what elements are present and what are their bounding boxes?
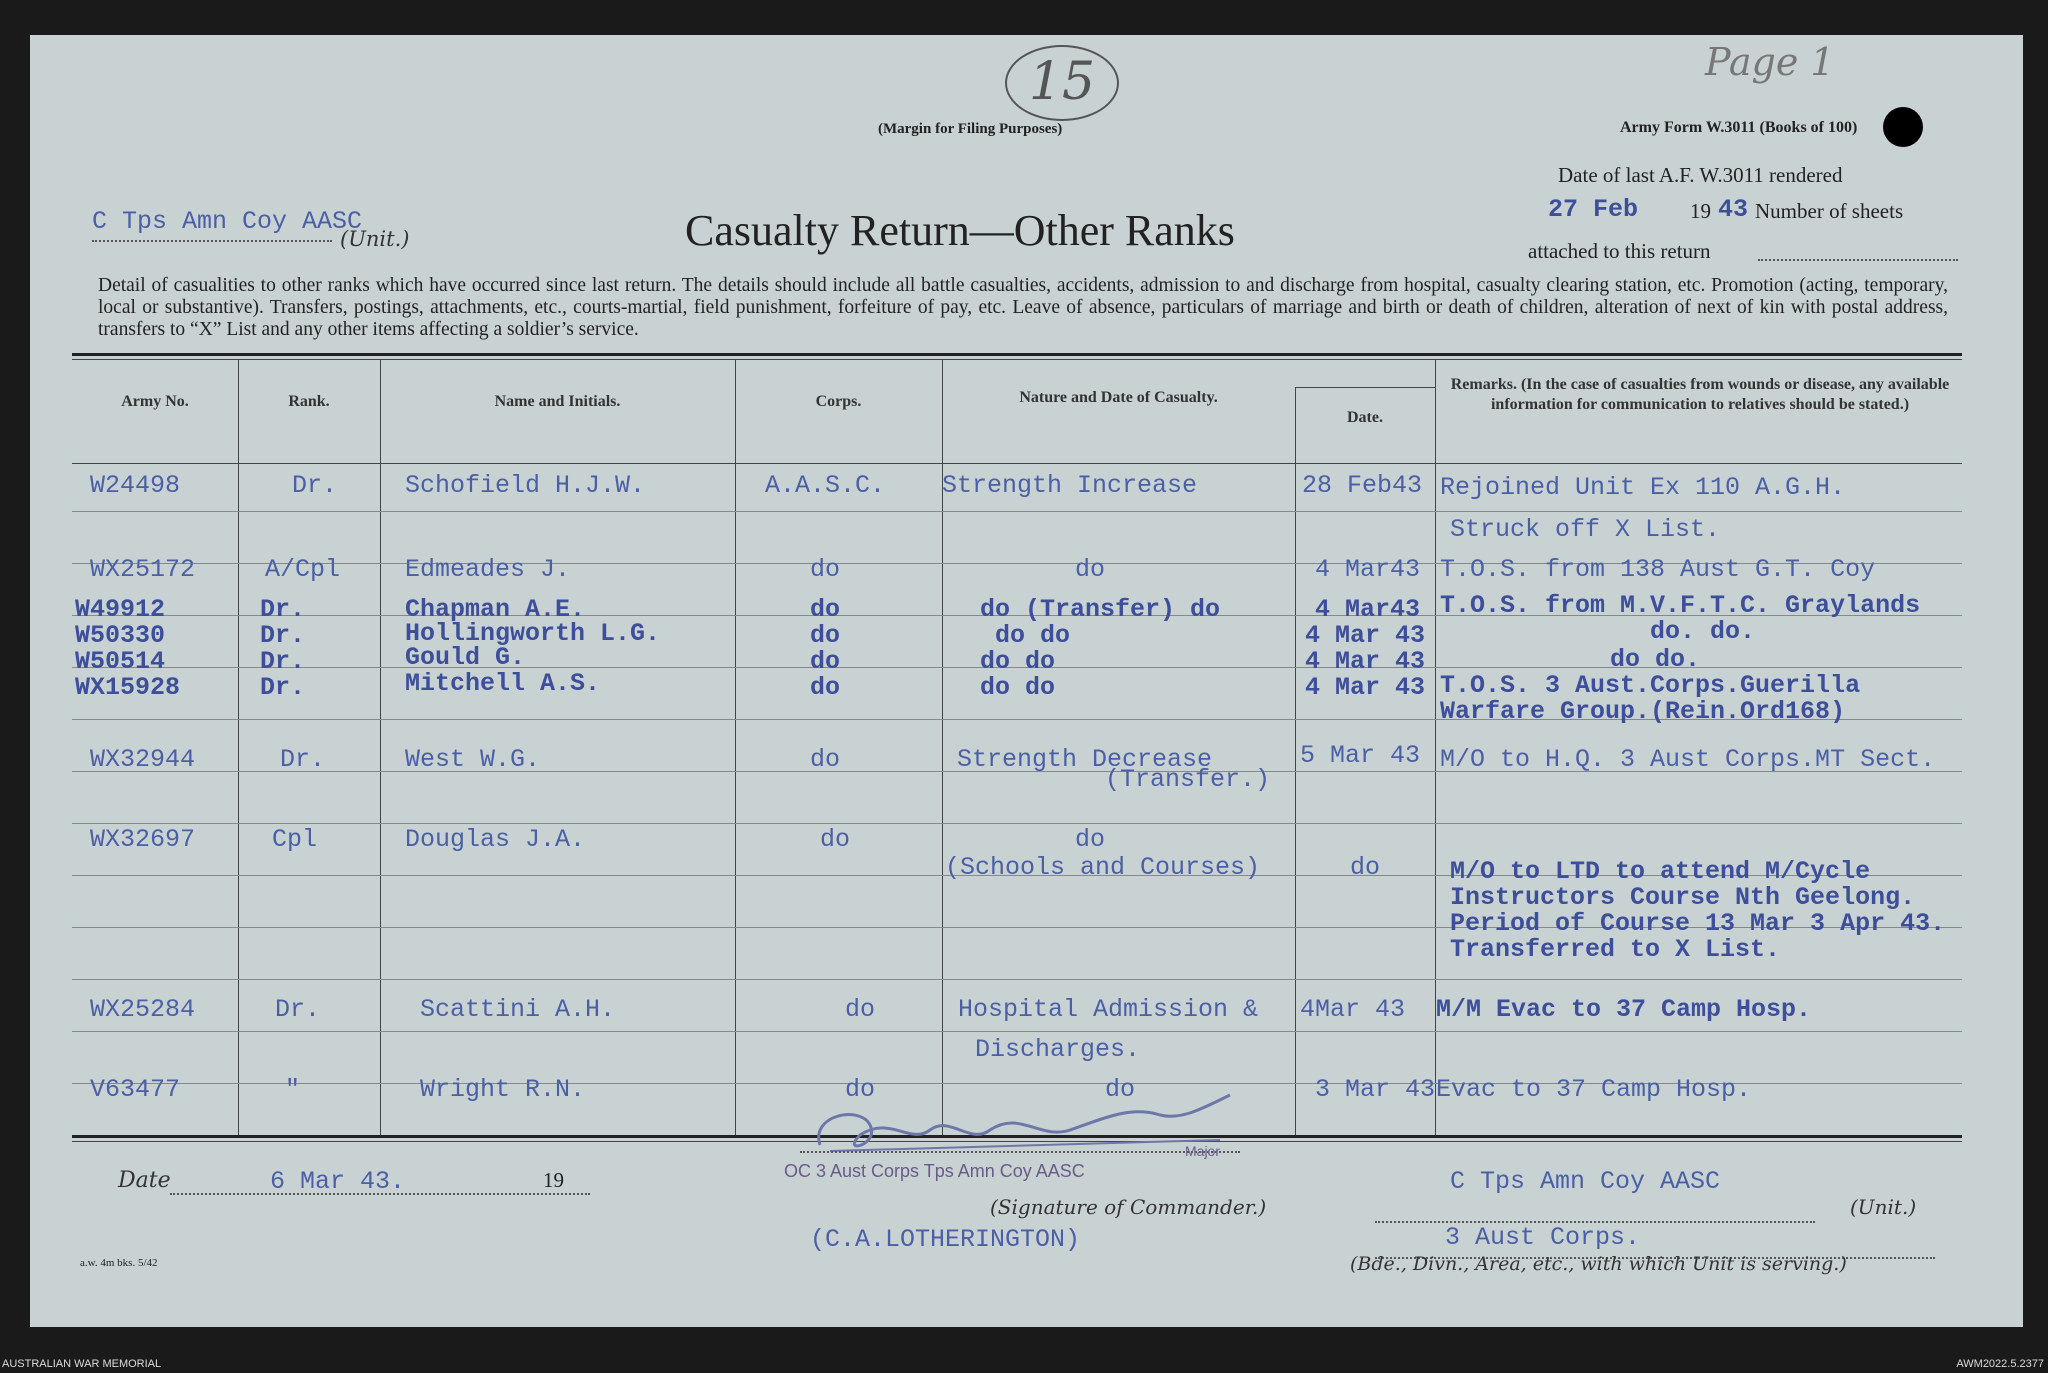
- entry-name: Schofield H.J.W.: [405, 471, 646, 500]
- header-corps: Corps.: [815, 393, 862, 410]
- entry-remarks: M/O to H.Q. 3 Aust Corps.MT Sect.: [1440, 745, 1936, 774]
- entry-nature: (Transfer.): [1105, 765, 1271, 794]
- footer-date-label: Date: [118, 1168, 171, 1193]
- form-id: Army Form W.3011 (Books of 100): [1620, 119, 1858, 136]
- entry-nature: do do: [995, 621, 1071, 650]
- entry-army-no: WX32944: [90, 745, 196, 774]
- entry-nature: (Schools and Courses): [945, 853, 1261, 882]
- entry-corps: do: [845, 1075, 876, 1104]
- header-bottom-rule: [72, 463, 1962, 464]
- entry-corps: do: [810, 745, 841, 774]
- intro-text: Detail of casualities to other ranks which have occurred since last return. The details should include all battle casualties, accidents, admission to and discharge from hospital, casualty clearing station, etc. Promotion (acting, temporary, local or substantive). Transfers, postings, attachments, etc., courts-martial, field punishment, forfeiture of pay, etc. Leave of absence, particulars of marriage and birth or death of children, alteration of next of kin with postal address, transfers to “X” List and any other items affecting a soldier’s service.: [98, 275, 1948, 340]
- entry-army-no: W50330: [75, 621, 166, 650]
- punch-hole: [1883, 107, 1923, 147]
- table-top-rule: [72, 353, 1962, 356]
- entry-army-no: W24498: [90, 471, 181, 500]
- entry-remarks: Evac to 37 Camp Hosp.: [1436, 1075, 1752, 1104]
- entry-date: 5 Mar 43: [1300, 741, 1421, 770]
- credit-left: AUSTRALIAN WAR MEMORIAL: [2, 1358, 162, 1370]
- entry-corps: do: [810, 673, 841, 702]
- col-divider-3: [735, 359, 736, 1135]
- page-title: Casualty Return—Other Ranks: [685, 206, 1235, 255]
- attached-label: attached to this return: [1528, 239, 1711, 263]
- entry-army-no: W50514: [75, 647, 166, 676]
- credit-right: AWM2022.5.2377: [1956, 1358, 2044, 1370]
- entry-remarks: Warfare Group.(Rein.Ord168): [1440, 697, 1846, 726]
- row-rule: [72, 979, 1962, 980]
- signature-dots: [800, 1151, 1240, 1153]
- entry-nature: Discharges.: [975, 1035, 1141, 1064]
- entry-army-no: WX32697: [90, 825, 196, 854]
- entry-rank: Dr.: [280, 745, 326, 774]
- entry-nature: do: [1105, 1075, 1136, 1104]
- page-note: Page 1: [1705, 40, 1835, 84]
- entry-date: 4 Mar43: [1315, 595, 1421, 624]
- entry-date: 4 Mar 43: [1305, 673, 1426, 702]
- printer-note: a.w. 4m bks. 5/42: [80, 1257, 158, 1269]
- row-rule: [72, 823, 1962, 824]
- entry-rank: Dr.: [292, 471, 338, 500]
- entry-rank: Dr.: [260, 595, 306, 624]
- formation-label: (Bde., Divn., Area, etc., with which Unit is serving.): [1350, 1253, 1847, 1275]
- date-subheader-rule: [1295, 387, 1435, 388]
- entry-rank: Dr.: [275, 995, 321, 1024]
- entry-rank: A/Cpl: [265, 555, 341, 584]
- entry-remarks: M/M Evac to 37 Camp Hosp.: [1436, 995, 1812, 1024]
- entry-army-no: V63477: [90, 1075, 181, 1104]
- row-rule: [72, 1031, 1962, 1032]
- entry-corps: do: [810, 647, 841, 676]
- entry-date: 4 Mar 43: [1305, 647, 1426, 676]
- entry-remarks: do do.: [1610, 645, 1701, 674]
- entry-army-no: WX25284: [90, 995, 196, 1024]
- col-divider-5: [1295, 387, 1296, 1135]
- form-sheet: [30, 35, 2023, 1327]
- commander-name: (C.A.LOTHERINGTON): [810, 1225, 1081, 1254]
- entry-remarks: T.O.S. 3 Aust.Corps.Guerilla: [1440, 671, 1861, 700]
- entry-remarks: do. do.: [1650, 617, 1756, 646]
- entry-rank: Dr.: [260, 621, 306, 650]
- entry-remarks: Period of Course 13 Mar 3 Apr 43.: [1450, 909, 1946, 938]
- entry-name: Wright R.N.: [420, 1075, 586, 1104]
- entry-date: 4 Mar43: [1315, 555, 1421, 584]
- entry-remarks: Rejoined Unit Ex 110 A.G.H.: [1440, 473, 1846, 502]
- entry-nature: do do: [980, 673, 1056, 702]
- entry-date: 3 Mar 43: [1315, 1075, 1436, 1104]
- commander-rank: Major: [1185, 1143, 1221, 1159]
- entry-name: Gould G.: [405, 643, 526, 672]
- table-top-rule-2: [72, 359, 1962, 360]
- entry-corps: do: [845, 995, 876, 1024]
- entry-name: Mitchell A.S.: [405, 669, 601, 698]
- entry-name: Douglas J.A.: [405, 825, 586, 854]
- last-return-date: 27 Feb: [1548, 195, 1639, 224]
- entry-army-no: W49912: [75, 595, 166, 624]
- last-return-year: 43: [1718, 195, 1749, 224]
- circled-page-number: 15: [1005, 45, 1119, 121]
- entry-remarks: Instructors Course Nth Geelong.: [1450, 883, 1916, 912]
- entry-name: Edmeades J.: [405, 555, 571, 584]
- footer-unit-label: (Unit.): [1850, 1195, 1917, 1219]
- unit-value: C Tps Amn Coy AASC: [92, 207, 363, 236]
- footer-date-value: 6 Mar 43.: [270, 1167, 406, 1196]
- entry-corps: do: [820, 825, 851, 854]
- entry-remarks: T.O.S. from M.V.F.T.C. Graylands: [1440, 591, 1921, 620]
- formation-value: 3 Aust Corps.: [1445, 1223, 1641, 1252]
- entry-nature: Strength Decrease: [957, 745, 1213, 774]
- entry-corps: do: [810, 621, 841, 650]
- entry-date: 28 Feb43: [1302, 471, 1423, 500]
- entry-rank: ": [285, 1075, 301, 1104]
- entry-rank: Cpl: [272, 825, 318, 854]
- entry-nature: do do: [980, 647, 1056, 676]
- number-of-sheets-label: Number of sheets: [1755, 199, 1904, 223]
- header-name: Name and Initials.: [494, 393, 621, 410]
- entry-corps: A.A.S.C.: [765, 471, 886, 500]
- entry-nature: Hospital Admission &: [958, 995, 1259, 1024]
- col-divider-2: [380, 359, 381, 1135]
- entry-name: West W.G.: [405, 745, 541, 774]
- entry-nature: do: [1075, 825, 1106, 854]
- entry-date: 4Mar 43: [1300, 995, 1406, 1024]
- unit-dots: [92, 240, 332, 242]
- entry-nature: Strength Increase: [942, 471, 1198, 500]
- entry-name: Hollingworth L.G.: [405, 619, 661, 648]
- entry-remarks: M/O to LTD to attend M/Cycle: [1450, 857, 1871, 886]
- margin-note: (Margin for Filing Purposes): [878, 121, 1063, 137]
- footer-year-prefix: 19: [543, 1168, 564, 1192]
- entry-army-no: WX15928: [75, 673, 181, 702]
- header-nature: Nature and Date of Casualty.: [1019, 389, 1218, 406]
- footer-unit-value: C Tps Amn Coy AASC: [1450, 1167, 1721, 1196]
- entry-remarks: Struck off X List.: [1450, 515, 1721, 544]
- entry-remarks: T.O.S. from 138 Aust G.T. Coy: [1440, 555, 1876, 584]
- col-divider-1: [238, 359, 239, 1135]
- entry-corps: do: [810, 555, 841, 584]
- header-rank: Rank.: [288, 393, 330, 410]
- entry-army-no: WX25172: [90, 555, 196, 584]
- signature-label: (Signature of Commander.): [990, 1195, 1267, 1219]
- entry-date: 4 Mar 43: [1305, 621, 1426, 650]
- entry-rank: Dr.: [260, 647, 306, 676]
- entry-name: Chapman A.E.: [405, 595, 586, 624]
- entry-corps: do: [810, 595, 841, 624]
- header-remarks: Remarks. (In the case of casualties from wounds or disease, any available information for communication to relatives should be stated.): [1450, 376, 1950, 413]
- entry-remarks: Transferred to X List.: [1450, 935, 1781, 964]
- last-return-label: Date of last A.F. W.3011 rendered: [1558, 163, 1843, 187]
- row-rule: [72, 511, 1962, 512]
- header-army-no: Army No.: [121, 393, 189, 410]
- commander-stamp: OC 3 Aust Corps Tps Amn Coy AASC: [784, 1161, 1085, 1181]
- entry-name: Scattini A.H.: [420, 995, 616, 1024]
- unit-label: (Unit.): [340, 227, 410, 251]
- entry-nature: do: [1075, 555, 1106, 584]
- entry-nature: do (Transfer) do: [980, 595, 1221, 624]
- entry-date: do: [1350, 853, 1381, 882]
- entry-rank: Dr.: [260, 673, 306, 702]
- last-return-year-prefix: 19: [1690, 199, 1711, 223]
- header-date: Date.: [1347, 409, 1383, 426]
- attached-dots: [1758, 259, 1958, 261]
